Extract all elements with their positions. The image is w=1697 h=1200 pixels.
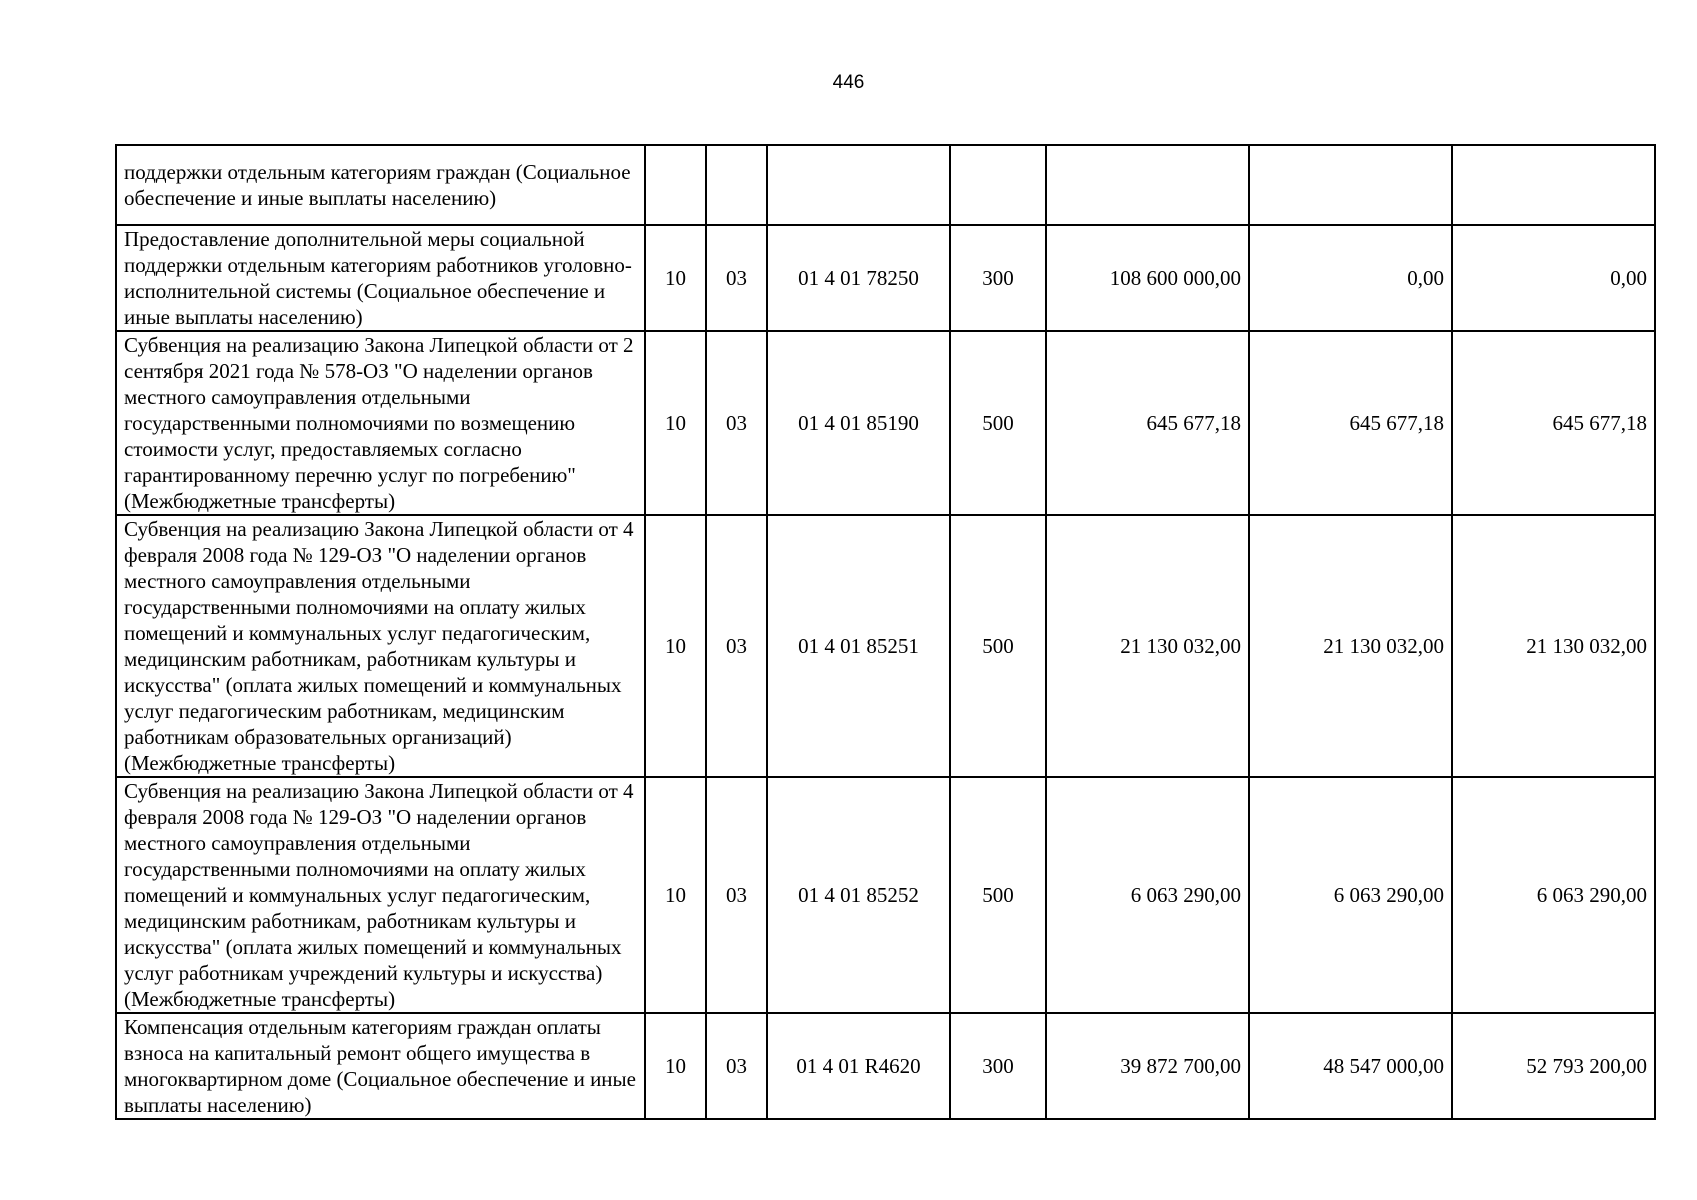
row-expense-type: 500 [950,331,1046,515]
row-subsection: 03 [706,1013,767,1119]
page-number: 446 [832,72,865,93]
row-amount-1: 645 677,18 [1046,331,1249,515]
row-section [645,145,706,225]
row-amount-2: 48 547 000,00 [1249,1013,1452,1119]
row-amount-3: 52 793 200,00 [1452,1013,1655,1119]
row-expense-type: 500 [950,777,1046,1013]
row-amount-1: 108 600 000,00 [1046,225,1249,331]
row-section: 10 [645,331,706,515]
row-amount-1: 39 872 700,00 [1046,1013,1249,1119]
row-section: 10 [645,515,706,777]
row-expense-type [950,145,1046,225]
row-subsection: 03 [706,515,767,777]
row-amount-1: 21 130 032,00 [1046,515,1249,777]
row-description: Субвенция на реализацию Закона Липецкой области от 4 февраля 2008 года № 129-ОЗ "О наделении органов местного самоуправления отдельными государственными полномочиями на оплату жилых помещений и коммунальных услуг педагогическим, медицинским работникам, работникам культуры и искусства" (оплата жилых помещений и коммунальных услуг педагогическим работникам, медицинским работникам образовательных организаций) (Межбюджетные трансферты) [116,515,645,777]
row-expense-type: 300 [950,1013,1046,1119]
row-amount-2: 0,00 [1249,225,1452,331]
row-target-article: 01 4 01 85190 [767,331,950,515]
row-amount-2: 21 130 032,00 [1249,515,1452,777]
row-subsection: 03 [706,777,767,1013]
table-row [116,145,1655,225]
row-description: Субвенция на реализацию Закона Липецкой области от 2 сентября 2021 года № 578-ОЗ "О наделении органов местного самоуправления отдельными государственными полномочиями по возмещению стоимости услуг, предоставляемых согласно гарантированному перечню услуг по погребению" (Межбюджетные трансферты) [116,331,645,515]
row-target-article: 01 4 01 85251 [767,515,950,777]
table-row [116,777,1655,1013]
row-description: Компенсация отдельным категориям граждан оплаты взноса на капитальный ремонт общего имущества в многоквартирном доме (Социальное обеспечение и иные выплаты населению) [116,1013,645,1119]
row-subsection: 03 [706,225,767,331]
row-target-article [767,145,950,225]
row-target-article: 01 4 01 78250 [767,225,950,331]
row-amount-1 [1046,145,1249,225]
row-description: поддержки отдельным категориям граждан (Социальное обеспечение и иные выплаты населению) [116,145,645,225]
row-target-article: 01 4 01 85252 [767,777,950,1013]
row-amount-2: 645 677,18 [1249,331,1452,515]
table-row [116,515,1655,777]
row-section: 10 [645,225,706,331]
row-amount-3: 645 677,18 [1452,331,1655,515]
row-amount-3: 21 130 032,00 [1452,515,1655,777]
row-expense-type: 300 [950,225,1046,331]
row-target-article: 01 4 01 R4620 [767,1013,950,1119]
row-subsection: 03 [706,331,767,515]
row-description: Предоставление дополнительной меры социальной поддержки отдельным категориям работников уголовно-исполнительной системы (Социальное обеспечение и иные выплаты населению) [116,225,645,331]
row-amount-3 [1452,145,1655,225]
row-amount-2: 6 063 290,00 [1249,777,1452,1013]
row-expense-type: 500 [950,515,1046,777]
row-amount-1: 6 063 290,00 [1046,777,1249,1013]
row-amount-2 [1249,145,1452,225]
table-row [116,225,1655,331]
row-subsection [706,145,767,225]
row-section: 10 [645,1013,706,1119]
row-amount-3: 0,00 [1452,225,1655,331]
table-row [116,331,1655,515]
budget-table [115,144,1656,1120]
table-row [116,1013,1655,1119]
row-section: 10 [645,777,706,1013]
row-description: Субвенция на реализацию Закона Липецкой области от 4 февраля 2008 года № 129-ОЗ "О наделении органов местного самоуправления отдельными государственными полномочиями на оплату жилых помещений и коммунальных услуг педагогическим, медицинским работникам, работникам культуры и искусства" (оплата жилых помещений и коммунальных услуг работникам учреждений культуры и искусства) (Межбюджетные трансферты) [116,777,645,1013]
row-amount-3: 6 063 290,00 [1452,777,1655,1013]
